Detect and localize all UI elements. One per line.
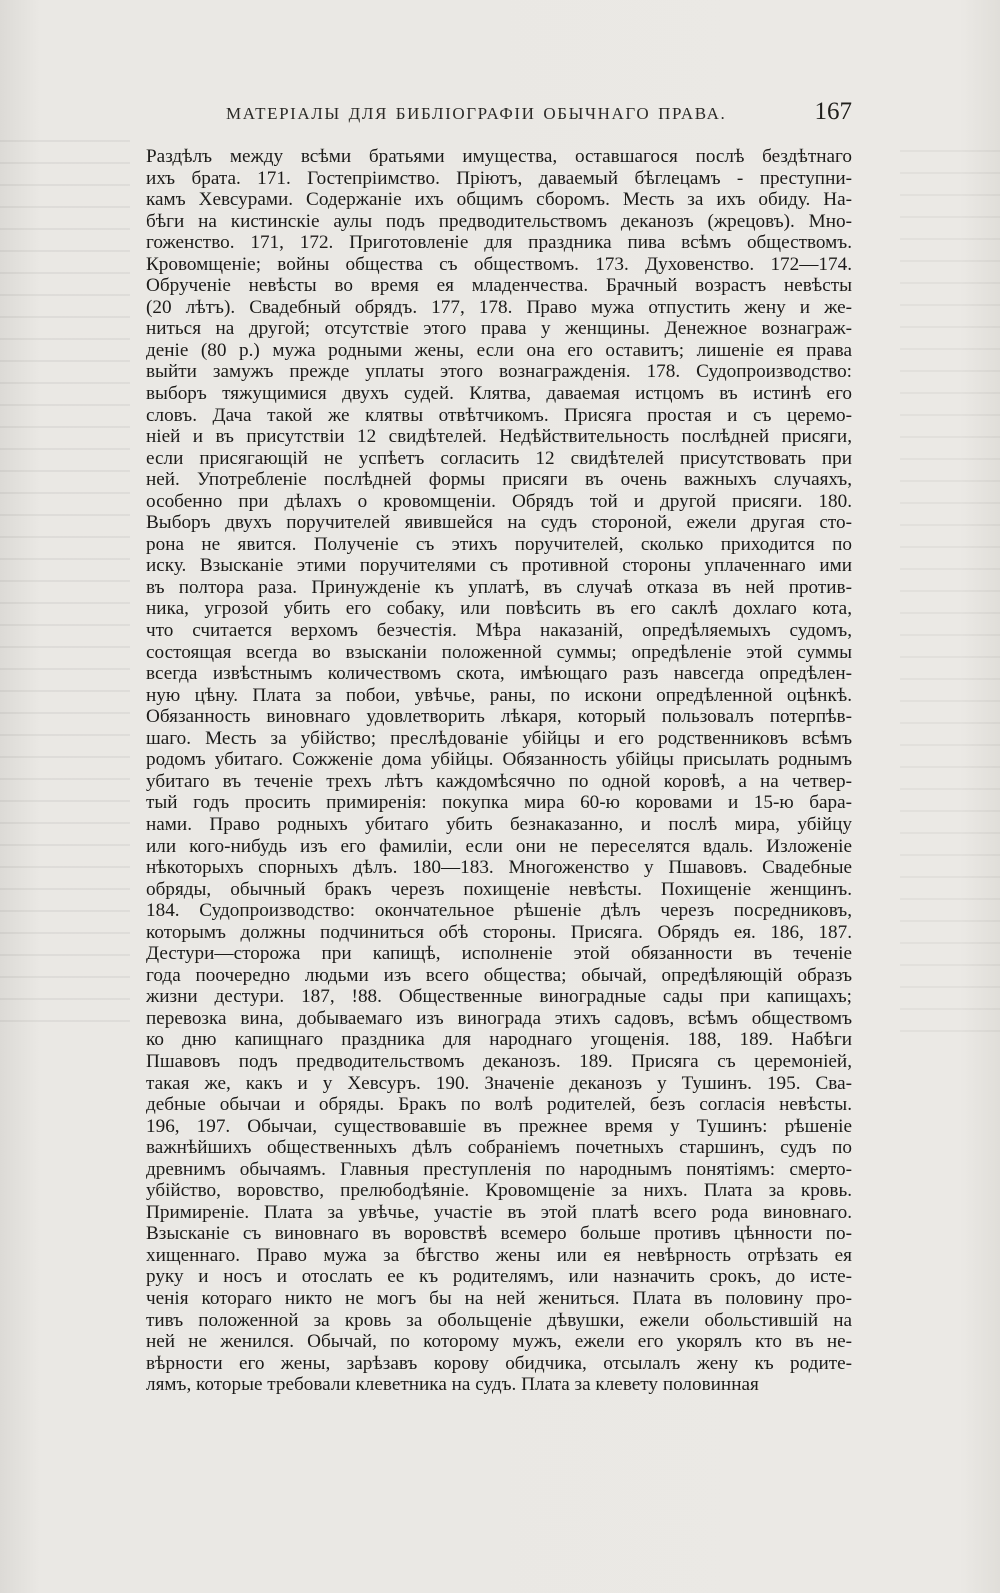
text-line: ихъ брата. 171. Гостепріимство. Пріютъ, даваемый бѣглецамъ - преступни- bbox=[146, 167, 852, 189]
text-line: Раздѣлъ между всѣми братьями имущества, оставшагося послѣ бездѣтнаго bbox=[146, 146, 852, 167]
text-line: хищеннаго. Право мужа за бѣгство жены или ея невѣрность отрѣзать ея bbox=[146, 1244, 852, 1266]
page-number: 167 bbox=[814, 98, 852, 125]
text-line: руку и носъ и отослать ее къ родителямъ, или назначить срокъ, до исте- bbox=[146, 1266, 852, 1288]
body-text bbox=[146, 146, 852, 1396]
text-line: обряды, обычный бракъ черезъ похищеніе невѣсты. Похищеніе женщинъ. bbox=[146, 878, 852, 900]
text-line: 196, 197. Обычаи, существовавшіе въ прежнее время у Тушинъ: рѣшеніе bbox=[146, 1115, 852, 1137]
text-line: словъ. Дача такой же клятвы отвѣтчикомъ. Присяга простая и съ церемо- bbox=[146, 404, 852, 426]
text-line: Дестури—сторожа при капищѣ, исполненіе этой обязанности въ теченіе bbox=[146, 943, 852, 965]
text-line: лямъ, которые требовали клеветника на судъ. Плата за клевету половинная bbox=[146, 1374, 759, 1396]
text-line: тивъ положенной за кровь за обольщеніе дѣвушки, ежели обольстившій на bbox=[146, 1309, 852, 1331]
text-line: ченія котораго никто не могъ бы на ней жениться. Плата въ половину про- bbox=[146, 1287, 852, 1309]
text-line: убійство, воровство, прелюбодѣяніе. Кровомщеніе за нихъ. Плата за кровь. bbox=[146, 1180, 852, 1202]
running-title: МАТЕРІАЛЫ ДЛЯ БИБЛІОГРАФІИ ОБЫЧНАГО ПРАВА. bbox=[226, 104, 727, 123]
text-line: или кого-нибудь изъ его фамиліи, если они не переселятся вдаль. Изложеніе bbox=[146, 835, 852, 857]
text-line: убитаго въ теченіе трехъ лѣтъ каждомѣсячно по одной коровѣ, а на четвер- bbox=[146, 770, 852, 792]
text-line: гоженство. 171, 172. Приготовленіе для праздника пива всѣмъ обществомъ. bbox=[146, 232, 852, 254]
show-through-left bbox=[0, 140, 130, 1040]
text-line: Кровомщеніе; войны общества съ обществомъ. 173. Духовенство. 172—174. bbox=[146, 253, 852, 275]
text-line: нами. Право родныхъ убитаго убить безнаказанно, и послѣ мира, убійцу bbox=[146, 813, 852, 835]
text-line: ника, угрозой убить его собаку, или повѣсить въ его саклѣ дохлаго кота, bbox=[146, 598, 852, 620]
text-line: рона не явится. Полученіе съ этихъ поручителей, сколько приходится по bbox=[146, 533, 852, 555]
text-line: Обрученіе невѣсты во время ея младенчества. Брачный возрастъ невѣсты bbox=[146, 275, 852, 297]
text-line: нѣкоторыхъ спорныхъ дѣлъ. 180—183. Многоженство у Пшавовъ. Свадебные bbox=[146, 857, 852, 879]
text-line: что считается верхомъ безчестія. Мѣра наказаній, опредѣляемыхъ судомъ, bbox=[146, 620, 852, 642]
text-line: состоящая всегда во взысканіи положенной суммы; опредѣленіе этой суммы bbox=[146, 641, 852, 663]
text-line: деніе (80 р.) мужа родными жены, если она его оставитъ; лишеніе ея права bbox=[146, 339, 852, 361]
text-line: ніей и въ присутствіи 12 свидѣтелей. Недѣйствительность послѣдней присяги, bbox=[146, 426, 852, 448]
text-line: иску. Взысканіе этими поручителями съ противной стороны уплаченнаго ими bbox=[146, 555, 852, 577]
text-line: такая же, какъ и у Хевсуръ. 190. Значеніе деканозъ у Тушинъ. 195. Сва- bbox=[146, 1072, 852, 1094]
text-line: жизни дестури. 187, !88. Общественные виноградные сады при капищахъ; bbox=[146, 986, 852, 1008]
text-line: камъ Хевсурами. Содержаніе ихъ общимъ сборомъ. Месть за ихъ обиду. На- bbox=[146, 189, 852, 211]
text-line: особенно при дѣлахъ о кровомщеніи. Обрядъ той и другой присяги. 180. bbox=[146, 490, 852, 512]
text-line: бѣги на кистинскіе аулы подъ предводительствомъ деканозъ (жрецовъ). Мно- bbox=[146, 210, 852, 232]
text-line: (20 лѣтъ). Свадебный обрядъ. 177, 178. Право мужа отпустить жену и же- bbox=[146, 296, 852, 318]
text-line: ко дню капищнаго праздника для народнаго угощенія. 188, 189. Набѣги bbox=[146, 1029, 852, 1051]
text-line: ней не женился. Обычай, по которому мужъ, ежели его укорялъ кто въ не- bbox=[146, 1331, 852, 1353]
text-line: 184. Судопроизводство: окончательное рѣшеніе дѣлъ черезъ посредниковъ, bbox=[146, 900, 852, 922]
text-line: въ полтора раза. Принужденіе къ уплатѣ, въ случаѣ отказа въ ней против- bbox=[146, 576, 852, 598]
text-line: Пшавовъ подъ предводительствомъ деканозъ. 189. Присяга съ церемоніей, bbox=[146, 1050, 852, 1072]
text-line: Выборъ двухъ поручителей явившейся на судъ стороной, ежели другая сто- bbox=[146, 512, 852, 534]
text-line: которымъ должны подчиниться обѣ стороны. Присяга. Обрядъ ея. 186, 187. bbox=[146, 921, 852, 943]
text-line: перевозка вина, добываемаго изъ винограда этихъ садовъ, всѣмъ обществомъ bbox=[146, 1007, 852, 1029]
page-header bbox=[146, 98, 852, 132]
text-line: Обязанность виновнаго удовлетворить лѣкаря, который пользовалъ потерпѣв- bbox=[146, 706, 852, 728]
text-line: ную цѣну. Плата за побои, увѣчье, раны, по искони опредѣленной оцѣнкѣ. bbox=[146, 684, 852, 706]
text-line: года поочередно людьми изъ всего общества; обычай, опредѣляющій образъ bbox=[146, 964, 852, 986]
text-line: древнимъ обычаямъ. Главныя преступленія по народнымъ понятіямъ: смерто- bbox=[146, 1158, 852, 1180]
text-line: выйти замужъ прежде уплаты этого вознагражденія. 178. Судопроизводство: bbox=[146, 361, 852, 383]
text-line: выборъ тяжущимися двухъ судей. Клятва, даваемая истцомъ въ истинѣ его bbox=[146, 383, 852, 405]
text-line: дебные обычаи и обряды. Бракъ по волѣ родителей, безъ согласія невѣсты. bbox=[146, 1094, 852, 1116]
text-line: Взысканіе съ виновнаго въ воровствѣ всемеро больше противъ цѣнности по- bbox=[146, 1223, 852, 1245]
text-line: тый годъ просить примиренія: покупка мира 60-ю коровами и 15-ю бара- bbox=[146, 792, 852, 814]
text-line: важнѣйшихъ общественныхъ дѣлъ собраніемъ почетныхъ старшинъ, судъ по bbox=[146, 1137, 852, 1159]
text-line: Примиреніе. Плата за увѣчье, участіе въ этой платѣ всего рода виновнаго. bbox=[146, 1201, 852, 1223]
text-line: родомъ убитаго. Сожженіе дома убійцы. Обязанность убійцы присылать роднымъ bbox=[146, 749, 852, 771]
text-line: шаго. Месть за убійство; преслѣдованіе убійцы и его родственниковъ всѣмъ bbox=[146, 727, 852, 749]
text-line: вѣрности его жены, зарѣзавъ корову обидчика, отсылалъ жену къ родите- bbox=[146, 1352, 852, 1374]
text-line: всегда извѣстнымъ количествомъ скота, имѣющаго разъ навсегда опредѣлен- bbox=[146, 663, 852, 685]
show-through-right bbox=[900, 150, 1000, 1050]
text-line: ней. Употребленіе послѣдней формы присяги въ очень важныхъ случаяхъ, bbox=[146, 469, 852, 491]
text-line: ниться на другой; отсутствіе этого права у женщины. Денежное вознаграж- bbox=[146, 318, 852, 340]
text-line: если присягающій не успѣетъ согласить 12 свидѣтелей присутствовать при bbox=[146, 447, 852, 469]
